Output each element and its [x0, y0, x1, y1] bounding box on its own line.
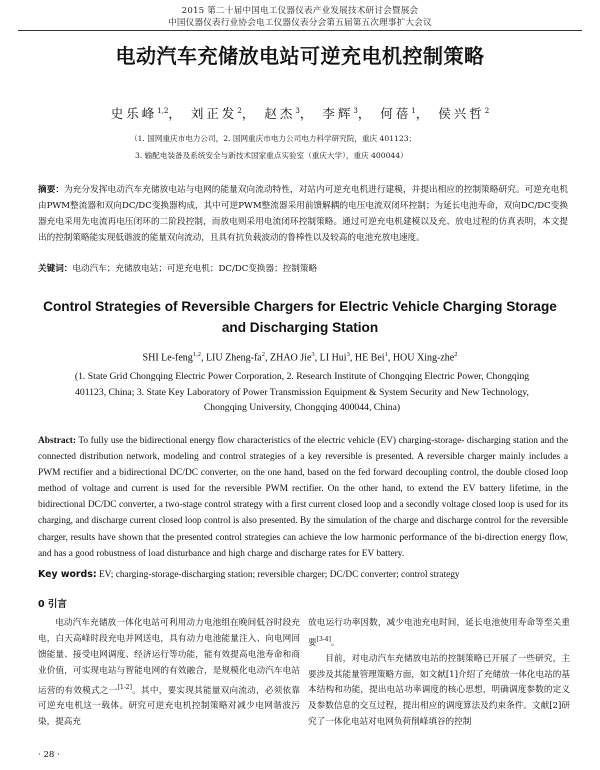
body-text: 放电运行功率因数，减少电池充电时间，延长电池使用寿命等至关重要 — [308, 618, 570, 648]
author-name-zh: 何蓓 — [380, 106, 412, 121]
paper-title-en: Control Strategies of Reversible Chargers for Electric Vehicle Charging Storage and Discharging Station — [43, 299, 557, 335]
author-affil-sup: 2 — [454, 351, 458, 358]
paper-title-zh: 电动汽车充储放电站可逆充电机控制策略 — [115, 44, 485, 68]
author-list-zh: 史乐峰$^{1,2}$， 刘正发$^2$， 赵杰$^3$， 李辉$^3$， 何蓓$^1$， 侯兴哲$^2$ — [110, 106, 490, 121]
author-affil-sup: 3 — [353, 106, 358, 115]
abstract-zh-text: 为充分发挥电动汽车充储放电站与电网的能量双向流动特性，对站内可逆充电机进行建模，并提出相应的控制策略研究。可逆充电机由PWM整流器和双向DC/DC变换器构成，其中可逆PWM整流器采用前馈解耦的电压电流双闭环控制；为延长电池寿命，双向DC/DC变换器充电采用先电流再电压闭环的二阶段控制，而放电则采用电流闭环控制策略。通过可逆充电机建模以及充、放电过程的仿真表明，本文提出的控制策略能实现低谐波的能量双向流动，且具有抗负载波动的鲁棒性以及较高的电池充放电速度。 — [38, 185, 568, 243]
abstract-zh-label: 摘要： — [38, 185, 65, 195]
author-name-zh: 史乐峰 — [110, 106, 158, 121]
keywords-en — [38, 569, 568, 580]
author-list-en: SHI Le-feng$^{1,2}$, LIU Zheng-$fa^2$, ZHAO Jie$^3$, LI Hui$^3$, HE Bei$^1$, HOU Xing-zhe$^2$ — [142, 351, 458, 364]
abstract-zh — [38, 182, 568, 246]
abstract-en-text: To fully use the bidirectional energy flow characteristics of the electric vehicle (EV) charging-storage- discharging station and the connected distribution network, modeling and control strategies of a key reversible is presented. A reversible charger mainly includes a PWM rectifier and a bidirectional DC/DC converter, on the one hand, based on the fed forward decoupling control, the double closed loop method of voltage and current is used for the reversible PWM rectifier. On the other hand, to extend the EV battery lifetime, in the bidirectional DC/DC converter, a two-stage control strategy with a first current closed loop and a secondly voltage closed loop is used for its charging, and discharge current closed loop control is also presented. By the simulation of the charge and discharge control for the reversible charger, results have shown that the presented control strategies can achieve the low harmonic performance of the bi-direction energy flow, and has a good robustness of load disturbance and high charge and discharge rates for EV battery. — [38, 436, 568, 559]
author-name-en: ZHAO Jie — [270, 352, 312, 364]
author-name-en: LI Hui — [319, 352, 347, 364]
body-text: 。 — [330, 637, 340, 648]
body-paragraph — [38, 616, 300, 731]
author-affil-sup: 3 — [346, 351, 350, 358]
body-text: 。其中，要实现其能量双向流动，必须依靠可逆充电机这一载体。研究可逆充电机控制策略对减少电网谐波污染，提高充 — [38, 685, 300, 728]
page-number: · 28 · — [38, 750, 60, 760]
keywords-en-label: Key words: — [38, 569, 97, 580]
abstract-en — [38, 433, 568, 562]
body-text: 电动汽车充储放一体化电站可利用动力电池组在晚间低谷时段充电，白天高峰时段充电并网送电，具有动力电池能量注入、向电网回馈能量、接受电网调度、经济运行等功能，能有效提高电池寿命和商业价值，可实现电站与智能电网的有效融合，是规模化电动汽车电站运营的有效模式之一 — [38, 618, 300, 696]
conference-header-line1: 2015 第二十届中国电工仪器仪表产业发展技术研讨会暨展会 — [181, 6, 419, 16]
section-heading-introduction: 0 引言 — [38, 599, 67, 610]
author-affil-sup: 1 — [384, 351, 388, 358]
body-paragraph: 目前，对电动汽车充储放电站的控制策略已开展了一些研究，主要涉及其能量管理策略方面，如文献[1]介绍了充储放一体化电站的基本结构和功能，提出电站功率调度的核心思想，明确调度参数的定义及参数信息的交互过程，提出相应的调度算法及约束条件。文献[2]研究了一体化电站对电网负荷削峰填谷的控制 — [308, 653, 570, 728]
author-affil-sup: 1 — [411, 106, 416, 115]
citation-ref: [1-2] — [117, 683, 132, 691]
author-name-en: LIU Zheng-fa — [205, 352, 262, 364]
body-column-left — [38, 616, 300, 731]
author-name-en: HE Bei — [354, 352, 385, 364]
conference-header-line2: 中国仪器仪表行业协会电工仪器仪表分会第五届第五次理事扩大会议 — [168, 18, 432, 28]
author-name-zh: 李辉 — [322, 106, 354, 121]
keywords-zh-text: 电动汽车；充储放电站；可逆充电机；DC/DC变换器；控制策略 — [72, 264, 318, 274]
author-name-zh: 刘正发 — [190, 106, 238, 121]
abstract-en-label: Abstract: — [38, 436, 77, 446]
author-name-en: SHI Le-feng — [142, 352, 193, 364]
author-affil-sup: 2 — [484, 106, 490, 115]
citation-ref: [3-4] — [316, 635, 331, 643]
author-affil-sup: 1,2 — [157, 106, 169, 115]
author-affil-sup: 3 — [295, 106, 300, 115]
affiliation-zh-line2: 3. 输配电装备及系统安全与新技术国家重点实验室（重庆大学），重庆 400044） — [135, 151, 408, 160]
body-paragraph — [308, 616, 570, 652]
author-affil-sup: 2 — [237, 106, 242, 115]
author-name-en: HOU Xing-zhe — [392, 352, 455, 364]
keywords-zh — [38, 262, 568, 274]
author-affil-sup: 1,2 — [192, 351, 201, 358]
affiliation-en: (1. State Grid Chongqing Electric Power Corporation, 2. Research Institute of Chongqing Electric Power, Chongqing 401123, China; 3. State Key Laboratory of Power Transmission Equipment & System Security and New Technology, Chongqing University, Chongqing 400044, China) — [74, 371, 530, 413]
author-affil-sup: 2 — [261, 351, 265, 358]
affiliation-zh-line1: （1. 国网重庆市电力公司，2. 国网重庆市电力公司电力科学研究院，重庆 401123； — [130, 134, 417, 143]
keywords-zh-label: 关键词： — [38, 264, 73, 274]
header-divider — [18, 30, 582, 31]
author-affil-sup: 3 — [311, 351, 315, 358]
body-column-right — [308, 616, 570, 731]
author-name-zh: 赵杰 — [264, 106, 296, 121]
keywords-en-text: EV; charging-storage-discharging station; reversible charger; DC/DC converter; control strategy — [98, 570, 460, 580]
author-name-zh: 侯兴哲 — [438, 106, 485, 121]
